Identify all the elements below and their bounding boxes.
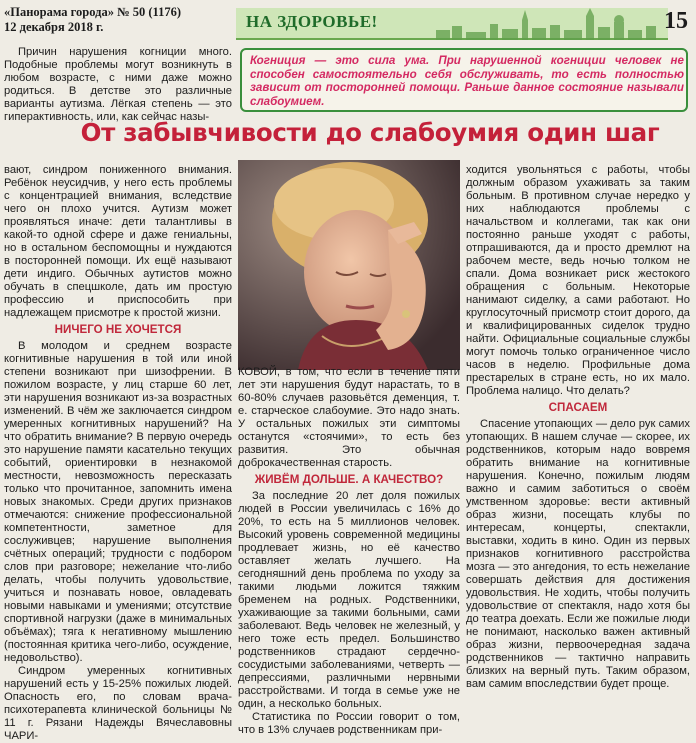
issue-date: 12 декабря 2018 г. [4,20,104,34]
col1-paragraph-3: Синдром умеренных когнитивных нарушений есть у 15-25% пожилых людей. Опасность его, по словам врача-психотерапевта клинической больницы № 11 г. Рязани Надежды Вячеславовны ЧАРИ- [4,665,232,742]
rubric-title: НА ЗДОРОВЬЕ! [246,12,378,31]
col1-paragraph-2: В молодом и среднем возрасте когнитивные нарушения в той или иной степени возникают при шизофрении. В пожилом возрасте, у лиц старше 60 лет, эти нарушения возникают из-за возрастных изменений. В чём же заключается синдром умеренных когнитивных нарушений? На что обратить внимание? В первую очередь это нарушение памяти касательно текущих событий, ориентировки в незнакомой местности, невозможность пересказать только что прочитанное, запомнить имена новых знакомых. Среди других признаков отмечаются: снижение профессиональной компетентности, заметное для сослуживцев; нарушение выполнения счётных операций; трудности с подбором слов при разговоре; нежелание что-либо делать, чтобы получить удовольствие, учиться и познавать новое, овладевать новыми навыками и умениями; отсутствие спортивной нагрузки (даже в минимальных объёмах); тяга к негативному мышлению (постоянная критика чего-либо, осуждение, недовольство). [4,340,232,664]
col2-subheading: ЖИВЁМ ДОЛЬШЕ. А КАЧЕСТВО? [254,473,444,486]
col1-paragraph-1: вают, синдром пониженного внимания. Ребёнок неусидчив, у него есть проблемы с концентрацией внимания, вследствие чего он плохо учится. Аутизм может проявляться иначе: дети талантливы в какой-то одной сфере и даже гениальны, но в остальном беспомощны и нуждаются в посторонней помощи. Их ещё называют дети индиго. Обычных аутистов можно обучать в спецшколе, дать им простую профессию и приспособить при надлежащем присмотре к простой жизни. [4,164,232,319]
col2-paragraph-3: Статистика по России говорит о том, что в 13% случаев родственникам при- [238,711,460,736]
article-headline: От забывчивости до слабоумия один шаг [80,118,660,147]
col3-paragraph-2: Спасение утопающих — дело рук самих утопающих. В нашем случае — скорее, их родственников, которым надо вовремя обратить внимание на когнитивные нарушения. Конечно, пожилым людям важно и самим заботиться о своём умственном здоровье: вести активный образ жизни, посещать клубы по интересам, концерты, спектакли, выставки, ходить в кино. Один из первых признаков когнитивного расстройства мозга — это ангедония, то есть нежелание совершать действия для достижения удовольствия. Не ходить, чтобы получить удовольствие от спектакля, надо хотя бы до театра доехать. Если же пожилые люди не понимают, насколько важен активный образ жизни, первоочередная задача родственников — тактично направить близких на верный путь. Таким образом, вам самим впоследствии будет проще. [466,418,690,690]
article-photo [238,160,460,370]
lead-text: Когниция — это сила ума. При нарушенной когниции человек не способен самостоятельно себя обслуживать, то есть полностью зависит от посторонней помощи. Раньше данное состояние называли слабоумием. [250,54,684,108]
column-1 [4,164,232,743]
col3-subheading: СПАСАЕМ [548,401,608,414]
newspaper-issue: «Панорама города» № 50 (1176) [4,5,182,19]
column-3 [466,164,690,691]
col2-paragraph-1: КОВОЙ, в том, что если в течение пяти лет эти нарушения будут нарастать, то в 60-80% случаев разовьётся деменция, т. е. старческое слабоумие. Это надо знать. У остальных пожилых эти симптомы останутся «стоячими», то есть без развития. Это обычная доброкачественная старость. [238,366,460,469]
city-skyline-icon [430,8,662,40]
newspaper-masthead [4,5,184,35]
page-number: 15 [664,8,688,34]
col2-paragraph-2: За последние 20 лет доля пожилых людей в России увеличилась с 16% до 20%, то есть на 5 миллионов человек. Высокий уровень современной медицины продлевает жизнь, но её качество оставляет желать лучшего. На сегодняшний день проблема по уходу за такими людьми ложится тяжким бременем на родных. Родственники, ухаживающие за такими больными, сами заболевают. Ведь человек не железный, у него тоже есть предел. Большинство родственников страдают сердечно-сосудистыми заболеваниями, четверть — депрессиями, различными нервными расстройствами. И тогда в семье уже не один, а несколько больных. [238,490,460,710]
woman-holding-head-illustration [238,160,460,370]
intro-paragraph: Причин нарушения когниции много. Подобные проблемы могут возникнуть в любом возрасте, с ними даже можно родиться. В детстве это различные варианты аутизма. Лёгкая степень — это гиперактивность, или, как сейчас назы- [4,46,232,123]
intro-column [4,46,232,124]
col1-subheading: НИЧЕГО НЕ ХОЧЕТСЯ [54,323,182,336]
col3-paragraph-1: ходится увольняться с работы, чтобы должным образом ухаживать за таким больным. В противном случае нередко у них наблюдаются проблемы с начальством и коллегами, так как они постоянно раньше уходят с работы, отпрашиваются, да и просто дремлют на рабочем месте, ведь ночью толком не спали. Дома возникает риск жестокого обращения с больным. Некоторые нанимают сиделку, а сами работают. Но круглосуточный присмотр стоит дорого, да и квалифицированных сиделок трудно найти. Официальные социальные службы могут помочь только ограниченное число часов в неделю. Профильные дома престарелых в стране есть, но их мало. Проблема налицо. Что делать? [466,164,690,397]
column-2 [238,366,460,737]
